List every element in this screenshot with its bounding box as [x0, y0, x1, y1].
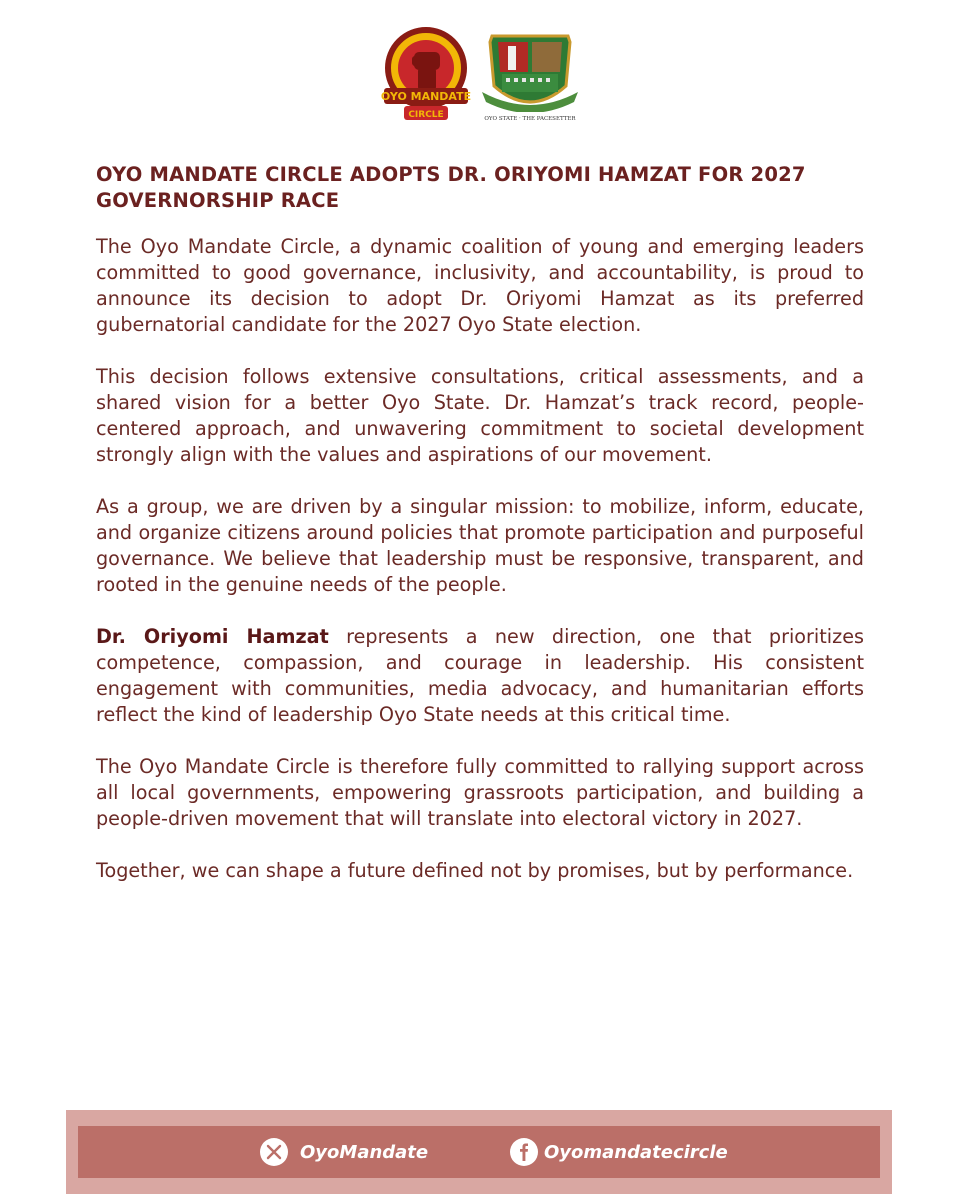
x-social-link[interactable] — [260, 1138, 428, 1166]
logo-text-top: OYO MANDATE — [380, 90, 472, 103]
headline: OYO MANDATE CIRCLE ADOPTS DR. ORIYOMI HAMZAT FOR 2027 GOVERNORSHIP RACE — [96, 163, 806, 212]
paragraph-6: Together, we can shape a future defined not by promises, but by performance. — [96, 859, 854, 882]
paragraph-2: This decision follows extensive consultations, critical assessments, and a shared vision for a better Oyo State. Dr. Hamzat’s track record, people-centered approach, and unwavering commitment to societal development strongly align with the values and aspirations of our movement. — [96, 365, 864, 466]
oyo-mandate-circle-logo — [378, 26, 474, 126]
paragraph-1: The Oyo Mandate Circle, a dynamic coalition of young and emerging leaders committed to good governance, inclusivity, and accountability, is proud to announce its decision to adopt Dr. Oriyomi Hamzat as its preferred gubernatorial candidate for the 2027 Oyo State election. — [96, 235, 864, 336]
paragraph-3: As a group, we are driven by a singular mission: to mobilize, inform, educate, and organize citizens around policies that promote participation and purposeful governance. We believe that leadership must be responsive, transparent, and rooted in the genuine needs of the people. — [96, 495, 864, 596]
x-icon — [260, 1138, 288, 1166]
paragraph-5: The Oyo Mandate Circle is therefore fully committed to rallying support across all local governments, empowering grassroots participation, and building a people-driven movement that will translate into electoral victory in 2027. — [96, 755, 864, 830]
facebook-handle: Oyomandatecircle — [544, 1141, 728, 1163]
paragraph-4 — [96, 624, 864, 728]
facebook-icon — [510, 1138, 538, 1166]
paragraph-4-text: represents a new direction, one that prioritizes competence, compassion, and courage in leadership. His consistent engagement with communities, media advocacy, and humanitarian efforts reflect the kind of leadership Oyo State needs at this critical time. — [96, 625, 864, 726]
footer — [66, 1110, 892, 1194]
press-release — [96, 162, 864, 910]
candidate-name: Dr. Oriyomi Hamzat — [96, 625, 329, 648]
footer-bar — [78, 1126, 880, 1178]
logo-text-bottom: CIRCLE — [408, 110, 444, 120]
x-handle: OyoMandate — [300, 1141, 429, 1163]
oyo-state-crest-logo — [478, 22, 582, 128]
logo-bar — [0, 22, 960, 132]
facebook-social-link[interactable] — [510, 1138, 728, 1166]
crest-motto: OYO STATE · THE PACESETTER — [484, 116, 576, 122]
